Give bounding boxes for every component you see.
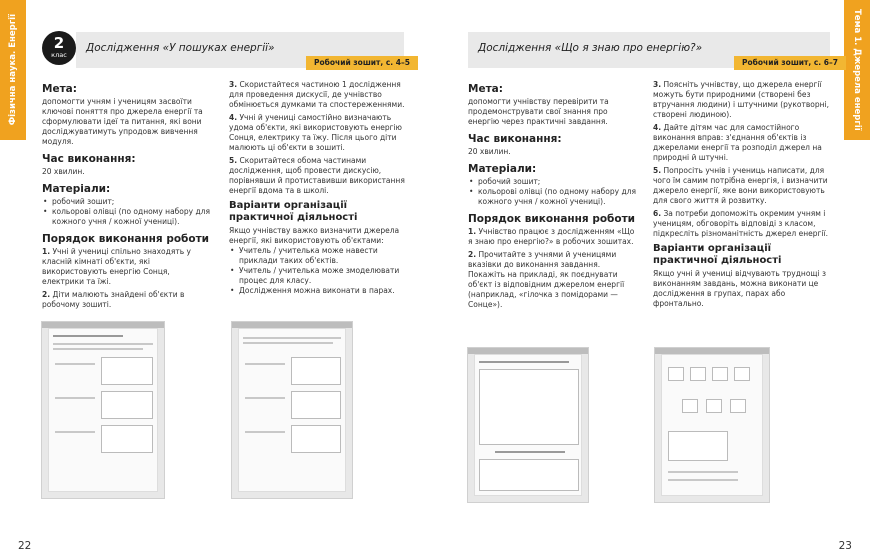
right-workbook-badge: Робочий зошит, с. 6–7 xyxy=(734,56,846,70)
page-number-right: 23 xyxy=(838,540,852,552)
time-heading: Час виконання: xyxy=(468,133,562,145)
materials-item: • робочий зошит; xyxy=(468,177,636,187)
variants-heading: Варіанти організації практичної діяльності xyxy=(653,243,782,266)
goal-text: допомогти учнівству перевірити та продемонструвати свої знання про енергію через практичні завдання. xyxy=(468,97,609,126)
variants-text: Якщо учні й учениці відчувають труднощі з виконанням завдань, можна виконати це дослідження в групах, парах або фронтально. xyxy=(653,269,826,308)
procedure-step: 2. Прочитайте з учнями й ученицями вказівки до виконання завдання. Покажіть на прикладі, як поєднувати об'єкт із відповідним джерелом енергії (наприклад, «гілочка з помідорами — Сонце»). xyxy=(468,250,625,309)
variants-heading: Варіанти організації практичної діяльності xyxy=(229,200,358,223)
time-heading: Час виконання: xyxy=(42,153,136,165)
variants-item: • Учитель / учителька може змоделювати процес для класу. xyxy=(229,266,407,286)
procedure-heading: Порядок виконання роботи xyxy=(42,233,210,245)
time-text: 20 хвилин. xyxy=(42,167,85,176)
left-study-title: Дослідження «У пошуках енергії» xyxy=(86,42,275,54)
grade-badge: 2 клас xyxy=(42,31,76,65)
variants-item: • Учитель / учителька може навести приклади таких об'єктів. xyxy=(229,246,407,266)
variants-text: Якщо учнівству важко визначити джерела енергії, які використовують об'єктами: xyxy=(229,226,400,245)
procedure-step: 1. Учні й учениці спільно знаходять у класній кімнаті об'єкти, які використовують енергію Сонця, електрики та їжі. xyxy=(42,247,191,286)
procedure-step: 4. Учні й учениці самостійно визначають удома об'єкти, які використовують енергію Сонця, електрику та їжу. Після цього діти малюють ці об'єкти в зошиті. xyxy=(229,113,402,152)
goal-text: допомогти учням і ученицям засвоїти ключові поняття про джерела енергії та сформулювати ідеї та питання, які вони досліджуватимуть упродовж вивчення модуля. xyxy=(42,97,203,146)
procedure-step: 6. За потреби допоможіть окремим учням і ученицям, обговоріть відповіді з класом, підкресліть різноманітність джерел енергії. xyxy=(653,209,828,238)
page-number-left: 22 xyxy=(18,540,32,552)
right-side-tab: Тема 1. Джерела енергії xyxy=(844,0,870,140)
variants-item: • Дослідження можна виконати в парах. xyxy=(229,286,407,296)
right-study-title: Дослідження «Що я знаю про енергію?» xyxy=(478,42,703,54)
right-column-2 xyxy=(653,80,831,309)
procedure-step: 1. Учнівство працює з дослідженням «Що я знаю про енергію?» в робочих зошитах. xyxy=(468,227,635,246)
workbook-page-thumbnail xyxy=(654,347,770,503)
goal-heading: Мета: xyxy=(468,83,503,95)
materials-heading: Матеріали: xyxy=(42,183,111,195)
workbook-page-thumbnail xyxy=(467,347,589,503)
procedure-step: 5. Скоритайтеся обома частинами дослідження, щоб провести дискусію, порівнявши й протиставивши використання енергії вдома та в школі. xyxy=(229,156,405,195)
materials-heading: Матеріали: xyxy=(468,163,537,175)
procedure-heading: Порядок виконання роботи xyxy=(468,213,636,225)
procedure-step: 3. Скористайтеся частиною 1 дослідження для проведення дискусії, де учнівство обмінюється думками та спостереженнями. xyxy=(229,80,405,109)
left-column-2 xyxy=(229,80,407,296)
procedure-step: 4. Дайте дітям час для самостійного виконання вправ: з'єднання об'єктів із джерелами енергії та розподіл джерел на природні й штучні. xyxy=(653,123,822,162)
right-column-1 xyxy=(468,80,636,310)
procedure-step: 2. Діти малюють знайдені об'єкти в робочому зошиті. xyxy=(42,290,185,309)
materials-item: • робочий зошит; xyxy=(42,197,212,207)
left-column-1 xyxy=(42,80,212,310)
materials-item: • кольорові олівці (по одному набору для кожного учня / кожної учениці). xyxy=(468,187,636,207)
time-text: 20 хвилин. xyxy=(468,147,511,156)
materials-item: • кольорові олівці (по одному набору для кожного учня / кожної учениці). xyxy=(42,207,212,227)
workbook-page-thumbnail xyxy=(41,321,165,499)
left-side-tab: Фізична наука. Енергії xyxy=(0,0,26,140)
workbook-page-thumbnail xyxy=(231,321,353,499)
goal-heading: Мета: xyxy=(42,83,77,95)
procedure-step: 3. Поясніть учнівству, що джерела енергії можуть бути природними (створені без втручання людини) і штучними (рукотворні, створені людиною). xyxy=(653,80,829,119)
procedure-step: 5. Попросіть учнів і учениць написати, для чого їм самим потрібна енергія, і визначити джерело енергії, яке вони використовують для свого життя й розвитку. xyxy=(653,166,828,205)
left-workbook-badge: Робочий зошит, с. 4–5 xyxy=(306,56,418,70)
